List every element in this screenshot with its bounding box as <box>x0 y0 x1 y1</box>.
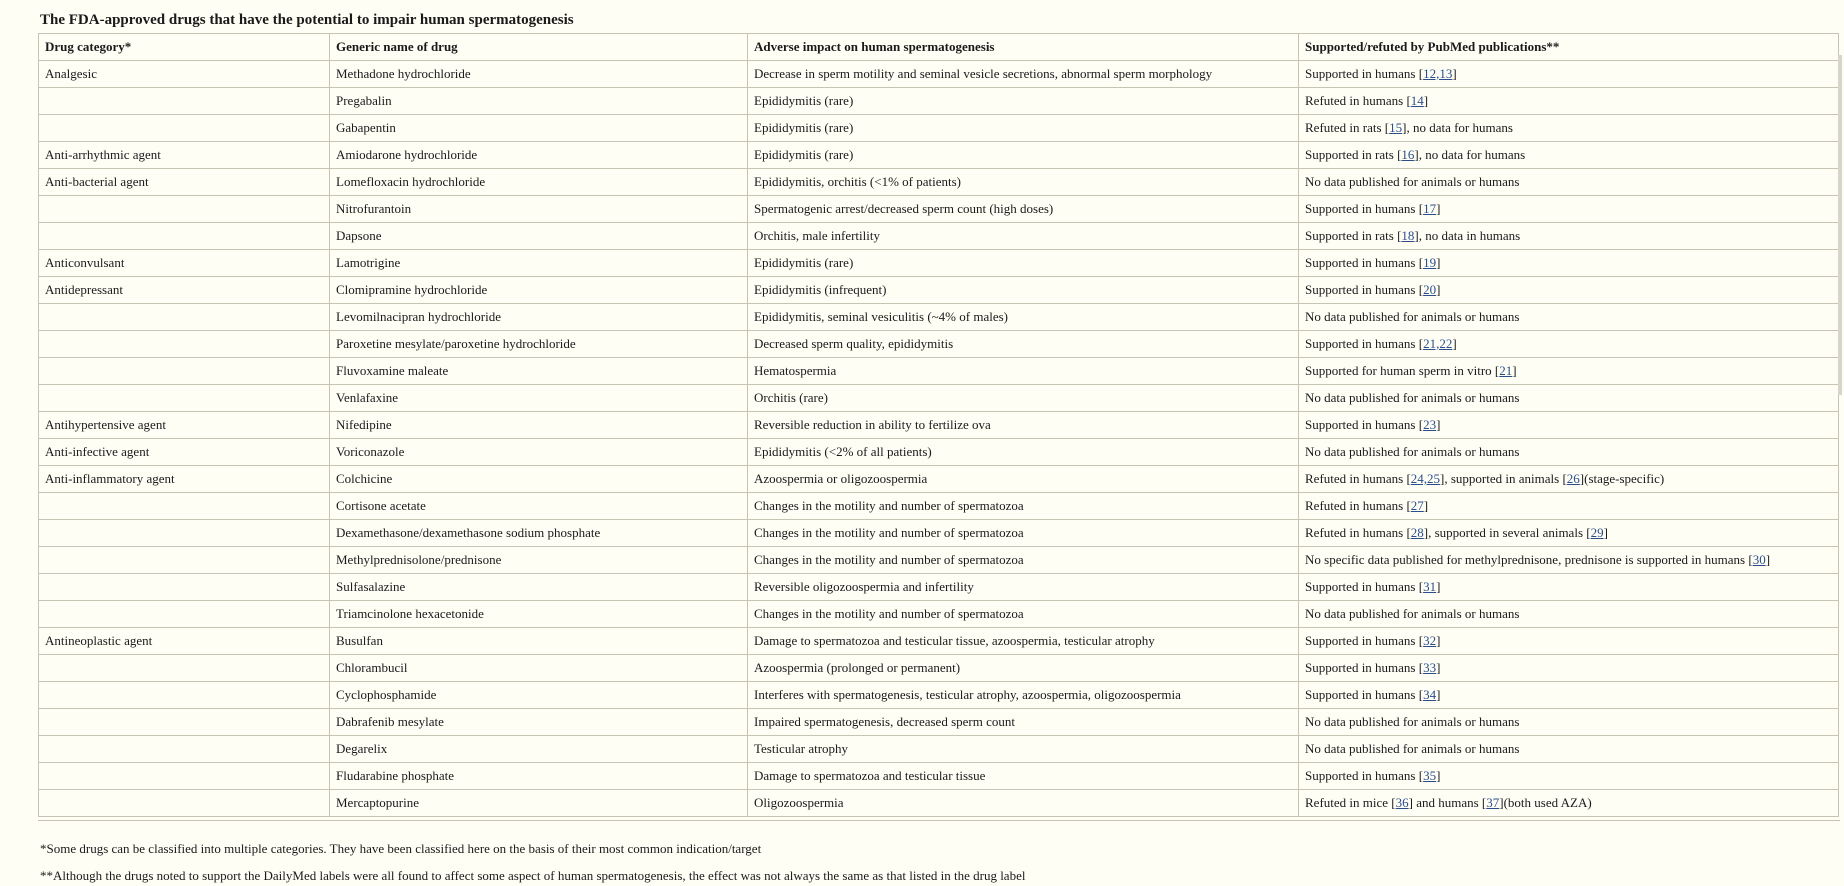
reference-link[interactable]: 18 <box>1401 228 1415 243</box>
support-text: No data published for animals or humans <box>1305 309 1520 324</box>
support-text: ] and humans [ <box>1408 795 1487 810</box>
support-text: Supported in humans [ <box>1305 282 1424 297</box>
reference-link[interactable]: 37 <box>1486 795 1500 810</box>
support-text: ] <box>1436 687 1441 702</box>
cell-generic-name: Paroxetine mesylate/paroxetine hydrochloride <box>330 331 748 358</box>
support-text: Supported in rats [ <box>1305 228 1402 243</box>
cell-adverse-impact: Oligozoospermia <box>748 790 1299 817</box>
table-row <box>39 88 1839 115</box>
reference-link[interactable]: 16 <box>1401 147 1415 162</box>
reference-link[interactable]: 36 <box>1395 795 1409 810</box>
cell-adverse-impact: Impaired spermatogenesis, decreased sperm count <box>748 709 1299 736</box>
cell-generic-name: Amiodarone hydrochloride <box>330 142 748 169</box>
cell-generic-name: Chlorambucil <box>330 655 748 682</box>
drug-table <box>38 33 1839 817</box>
cell-pubmed-support <box>1299 655 1839 682</box>
table-row <box>39 628 1839 655</box>
cell-generic-name: Mercaptopurine <box>330 790 748 817</box>
cell-drug-category: Anti-inflammatory agent <box>39 466 330 493</box>
reference-link[interactable]: 14 <box>1410 93 1424 108</box>
support-text: ], supported in animals [ <box>1440 471 1567 486</box>
cell-pubmed-support <box>1299 142 1839 169</box>
cell-generic-name: Methadone hydrochloride <box>330 61 748 88</box>
support-text: ](both used AZA) <box>1499 795 1592 810</box>
cell-drug-category: Anti-bacterial agent <box>39 169 330 196</box>
reference-link[interactable]: 26 <box>1566 471 1580 486</box>
support-text: Supported in humans [ <box>1305 633 1424 648</box>
header-generic-name: Generic name of drug <box>330 34 748 61</box>
cell-pubmed-support <box>1299 61 1839 88</box>
table-container <box>38 33 1840 821</box>
cell-generic-name: Busulfan <box>330 628 748 655</box>
table-row <box>39 250 1839 277</box>
reference-link[interactable]: 30 <box>1752 552 1766 567</box>
support-text: No data published for animals or humans <box>1305 174 1520 189</box>
cell-adverse-impact: Interferes with spermatogenesis, testicular atrophy, azoospermia, oligozoospermia <box>748 682 1299 709</box>
reference-link[interactable]: 28 <box>1410 525 1424 540</box>
cell-drug-category <box>39 493 330 520</box>
reference-link[interactable]: 19 <box>1423 255 1437 270</box>
cell-generic-name: Nitrofurantoin <box>330 196 748 223</box>
cell-pubmed-support <box>1299 493 1839 520</box>
cell-adverse-impact: Reversible reduction in ability to fertilize ova <box>748 412 1299 439</box>
table-row <box>39 61 1839 88</box>
cell-drug-category: Antihypertensive agent <box>39 412 330 439</box>
reference-link[interactable]: 24,25 <box>1410 471 1441 486</box>
table-body <box>39 61 1839 817</box>
table-row <box>39 439 1839 466</box>
cell-generic-name: Cortisone acetate <box>330 493 748 520</box>
cell-generic-name: Gabapentin <box>330 115 748 142</box>
cell-adverse-impact: Epididymitis (infrequent) <box>748 277 1299 304</box>
cell-generic-name: Degarelix <box>330 736 748 763</box>
cell-drug-category <box>39 736 330 763</box>
table-row <box>39 385 1839 412</box>
reference-link[interactable]: 31 <box>1423 579 1437 594</box>
cell-pubmed-support <box>1299 223 1839 250</box>
cell-pubmed-support <box>1299 709 1839 736</box>
cell-drug-category: Anti-infective agent <box>39 439 330 466</box>
cell-generic-name: Nifedipine <box>330 412 748 439</box>
cell-pubmed-support <box>1299 736 1839 763</box>
table-row <box>39 331 1839 358</box>
support-text: ] <box>1423 498 1429 513</box>
support-text: Refuted in mice [ <box>1305 795 1396 810</box>
cell-drug-category <box>39 682 330 709</box>
cell-drug-category <box>39 115 330 142</box>
cell-pubmed-support <box>1299 250 1839 277</box>
support-text: ] <box>1436 417 1441 432</box>
table-row <box>39 466 1839 493</box>
cell-drug-category <box>39 547 330 574</box>
support-text: Supported for human sperm in vitro [ <box>1305 363 1500 378</box>
cell-drug-category <box>39 331 330 358</box>
support-text: Supported in humans [ <box>1305 417 1424 432</box>
table-row <box>39 196 1839 223</box>
cell-adverse-impact: Reversible oligozoospermia and infertility <box>748 574 1299 601</box>
reference-link[interactable]: 29 <box>1590 525 1604 540</box>
support-text: ] <box>1436 255 1441 270</box>
reference-link[interactable]: 32 <box>1423 633 1437 648</box>
support-text: ] <box>1512 363 1517 378</box>
table-row <box>39 304 1839 331</box>
cell-pubmed-support <box>1299 439 1839 466</box>
cell-generic-name: Fluvoxamine maleate <box>330 358 748 385</box>
cell-pubmed-support <box>1299 412 1839 439</box>
support-text: Supported in humans [ <box>1305 768 1424 783</box>
table-row <box>39 601 1839 628</box>
cell-generic-name: Triamcinolone hexacetonide <box>330 601 748 628</box>
support-text: Refuted in rats [ <box>1305 120 1390 135</box>
cell-drug-category <box>39 763 330 790</box>
support-text: ] <box>1603 525 1608 540</box>
support-text: Supported in humans [ <box>1305 336 1424 351</box>
table-row <box>39 115 1839 142</box>
footnote-1: *Some drugs can be classified into multiple categories. They have been classified here on the basis of their most common indication/target <box>40 841 762 856</box>
cell-adverse-impact: Changes in the motility and number of spermatozoa <box>748 520 1299 547</box>
support-text: ] <box>1436 768 1441 783</box>
table-row <box>39 655 1839 682</box>
cell-generic-name: Dexamethasone/dexamethasone sodium phosphate <box>330 520 748 547</box>
cell-drug-category: Antidepressant <box>39 277 330 304</box>
support-text: No data published for animals or humans <box>1305 606 1520 621</box>
support-text: No data published for animals or humans <box>1305 714 1520 729</box>
support-text: ] <box>1452 66 1457 81</box>
table-header-row <box>39 34 1839 61</box>
cell-pubmed-support <box>1299 88 1839 115</box>
reference-link[interactable]: 27 <box>1410 498 1424 513</box>
reference-link[interactable]: 23 <box>1423 417 1437 432</box>
support-text: Supported in humans [ <box>1305 255 1424 270</box>
reference-link[interactable]: 21,22 <box>1423 336 1453 351</box>
cell-adverse-impact: Orchitis (rare) <box>748 385 1299 412</box>
reference-link[interactable]: 35 <box>1423 768 1437 783</box>
table-row <box>39 358 1839 385</box>
table-row <box>39 790 1839 817</box>
table-row <box>39 574 1839 601</box>
cell-generic-name: Cyclophosphamide <box>330 682 748 709</box>
reference-link[interactable]: 20 <box>1423 282 1437 297</box>
support-text: Refuted in humans [ <box>1305 498 1411 513</box>
support-text: ] <box>1423 93 1429 108</box>
support-text: No data published for animals or humans <box>1305 390 1520 405</box>
support-text: ] <box>1765 552 1771 567</box>
cell-adverse-impact: Epididymitis (<2% of all patients) <box>748 439 1299 466</box>
support-text: ], supported in several animals [ <box>1423 525 1591 540</box>
cell-generic-name: Lamotrigine <box>330 250 748 277</box>
cell-adverse-impact: Damage to spermatozoa and testicular tissue <box>748 763 1299 790</box>
cell-drug-category <box>39 196 330 223</box>
table-row <box>39 142 1839 169</box>
cell-adverse-impact: Epididymitis (rare) <box>748 250 1299 277</box>
reference-link[interactable]: 34 <box>1423 687 1437 702</box>
support-text: Supported in humans [ <box>1305 201 1424 216</box>
cell-drug-category <box>39 304 330 331</box>
cell-drug-category <box>39 385 330 412</box>
cell-drug-category <box>39 709 330 736</box>
reference-link[interactable]: 17 <box>1423 201 1437 216</box>
cell-adverse-impact: Changes in the motility and number of spermatozoa <box>748 601 1299 628</box>
cell-pubmed-support <box>1299 115 1839 142</box>
support-text: Refuted in humans [ <box>1305 93 1411 108</box>
cell-adverse-impact: Epididymitis (rare) <box>748 115 1299 142</box>
cell-pubmed-support <box>1299 601 1839 628</box>
cell-adverse-impact: Decreased sperm quality, epididymitis <box>748 331 1299 358</box>
cell-drug-category <box>39 655 330 682</box>
support-text: Refuted in humans [ <box>1305 471 1411 486</box>
cell-pubmed-support <box>1299 790 1839 817</box>
cell-pubmed-support <box>1299 547 1839 574</box>
cell-drug-category <box>39 223 330 250</box>
table-row <box>39 493 1839 520</box>
cell-adverse-impact: Epididymitis (rare) <box>748 142 1299 169</box>
support-text: ], no data for humans <box>1402 120 1513 135</box>
table-row <box>39 682 1839 709</box>
support-text: ](stage-specific) <box>1579 471 1665 486</box>
cell-drug-category: Antineoplastic agent <box>39 628 330 655</box>
support-text: No specific data published for methylprednisone, prednisone is supported in humans [ <box>1305 552 1753 567</box>
support-text: ] <box>1452 336 1457 351</box>
cell-generic-name: Dapsone <box>330 223 748 250</box>
cell-drug-category <box>39 88 330 115</box>
header-adverse-impact: Adverse impact on human spermatogenesis <box>748 34 1299 61</box>
support-text: ] <box>1436 579 1441 594</box>
cell-adverse-impact: Decrease in sperm motility and seminal vesicle secretions, abnormal sperm morphology <box>748 61 1299 88</box>
cell-adverse-impact: Orchitis, male infertility <box>748 223 1299 250</box>
vertical-scrollbar[interactable] <box>1838 55 1842 395</box>
cell-pubmed-support <box>1299 763 1839 790</box>
cell-pubmed-support <box>1299 358 1839 385</box>
cell-generic-name: Colchicine <box>330 466 748 493</box>
cell-pubmed-support <box>1299 628 1839 655</box>
table-caption: The FDA-approved drugs that have the potential to impair human spermatogenesis <box>40 12 574 28</box>
support-text: ], no data for humans <box>1414 147 1526 162</box>
table-row <box>39 763 1839 790</box>
table-row <box>39 277 1839 304</box>
support-text: ] <box>1436 201 1441 216</box>
table-row <box>39 520 1839 547</box>
cell-pubmed-support <box>1299 466 1839 493</box>
reference-link[interactable]: 21 <box>1499 363 1513 378</box>
cell-drug-category <box>39 601 330 628</box>
reference-link[interactable]: 33 <box>1423 660 1437 675</box>
cell-pubmed-support <box>1299 682 1839 709</box>
support-text: No data published for animals or humans <box>1305 741 1520 756</box>
cell-adverse-impact: Epididymitis, seminal vesiculitis (~4% of males) <box>748 304 1299 331</box>
cell-adverse-impact: Changes in the motility and number of spermatozoa <box>748 493 1299 520</box>
support-text: ] <box>1436 282 1441 297</box>
support-text: No data published for animals or humans <box>1305 444 1520 459</box>
cell-drug-category <box>39 520 330 547</box>
cell-pubmed-support <box>1299 304 1839 331</box>
cell-adverse-impact: Epididymitis (rare) <box>748 88 1299 115</box>
cell-generic-name: Levomilnacipran hydrochloride <box>330 304 748 331</box>
footnote-2: **Although the drugs noted to support the DailyMed labels were all found to affect some aspect of human spermatogenesis, the effect was not always the same as that listed in the drug label <box>40 868 1026 883</box>
cell-pubmed-support <box>1299 520 1839 547</box>
support-text: Refuted in humans [ <box>1305 525 1411 540</box>
support-text: ] <box>1436 633 1441 648</box>
cell-drug-category <box>39 790 330 817</box>
cell-adverse-impact: Azoospermia or oligozoospermia <box>748 466 1299 493</box>
support-text: Supported in humans [ <box>1305 579 1424 594</box>
reference-link[interactable]: 12,13 <box>1423 66 1453 81</box>
cell-pubmed-support <box>1299 574 1839 601</box>
support-text: Supported in humans [ <box>1305 66 1424 81</box>
cell-generic-name: Clomipramine hydrochloride <box>330 277 748 304</box>
cell-adverse-impact: Azoospermia (prolonged or permanent) <box>748 655 1299 682</box>
cell-generic-name: Venlafaxine <box>330 385 748 412</box>
cell-generic-name: Lomefloxacin hydrochloride <box>330 169 748 196</box>
cell-generic-name: Methylprednisolone/prednisone <box>330 547 748 574</box>
header-drug-category: Drug category* <box>39 34 330 61</box>
table-row <box>39 223 1839 250</box>
cell-adverse-impact: Changes in the motility and number of spermatozoa <box>748 547 1299 574</box>
cell-drug-category: Analgesic <box>39 61 330 88</box>
cell-adverse-impact: Damage to spermatozoa and testicular tissue, azoospermia, testicular atrophy <box>748 628 1299 655</box>
cell-drug-category <box>39 574 330 601</box>
cell-pubmed-support <box>1299 169 1839 196</box>
cell-generic-name: Fludarabine phosphate <box>330 763 748 790</box>
cell-adverse-impact: Testicular atrophy <box>748 736 1299 763</box>
reference-link[interactable]: 15 <box>1389 120 1403 135</box>
table-row <box>39 412 1839 439</box>
table-row <box>39 547 1839 574</box>
support-text: Supported in humans [ <box>1305 660 1424 675</box>
cell-drug-category: Anticonvulsant <box>39 250 330 277</box>
table-row <box>39 736 1839 763</box>
cell-pubmed-support <box>1299 196 1839 223</box>
table-row <box>39 709 1839 736</box>
cell-adverse-impact: Spermatogenic arrest/decreased sperm count (high doses) <box>748 196 1299 223</box>
cell-adverse-impact: Epididymitis, orchitis (<1% of patients) <box>748 169 1299 196</box>
cell-pubmed-support <box>1299 385 1839 412</box>
table-row <box>39 169 1839 196</box>
support-text: ] <box>1436 660 1441 675</box>
cell-drug-category <box>39 358 330 385</box>
cell-drug-category: Anti-arrhythmic agent <box>39 142 330 169</box>
header-pubmed-support: Supported/refuted by PubMed publications** <box>1299 34 1839 61</box>
cell-pubmed-support <box>1299 331 1839 358</box>
cell-adverse-impact: Hematospermia <box>748 358 1299 385</box>
support-text: Supported in humans [ <box>1305 687 1424 702</box>
cell-generic-name: Voriconazole <box>330 439 748 466</box>
cell-generic-name: Pregabalin <box>330 88 748 115</box>
support-text: ], no data in humans <box>1414 228 1521 243</box>
cell-pubmed-support <box>1299 277 1839 304</box>
cell-generic-name: Dabrafenib mesylate <box>330 709 748 736</box>
cell-generic-name: Sulfasalazine <box>330 574 748 601</box>
support-text: Supported in rats [ <box>1305 147 1402 162</box>
